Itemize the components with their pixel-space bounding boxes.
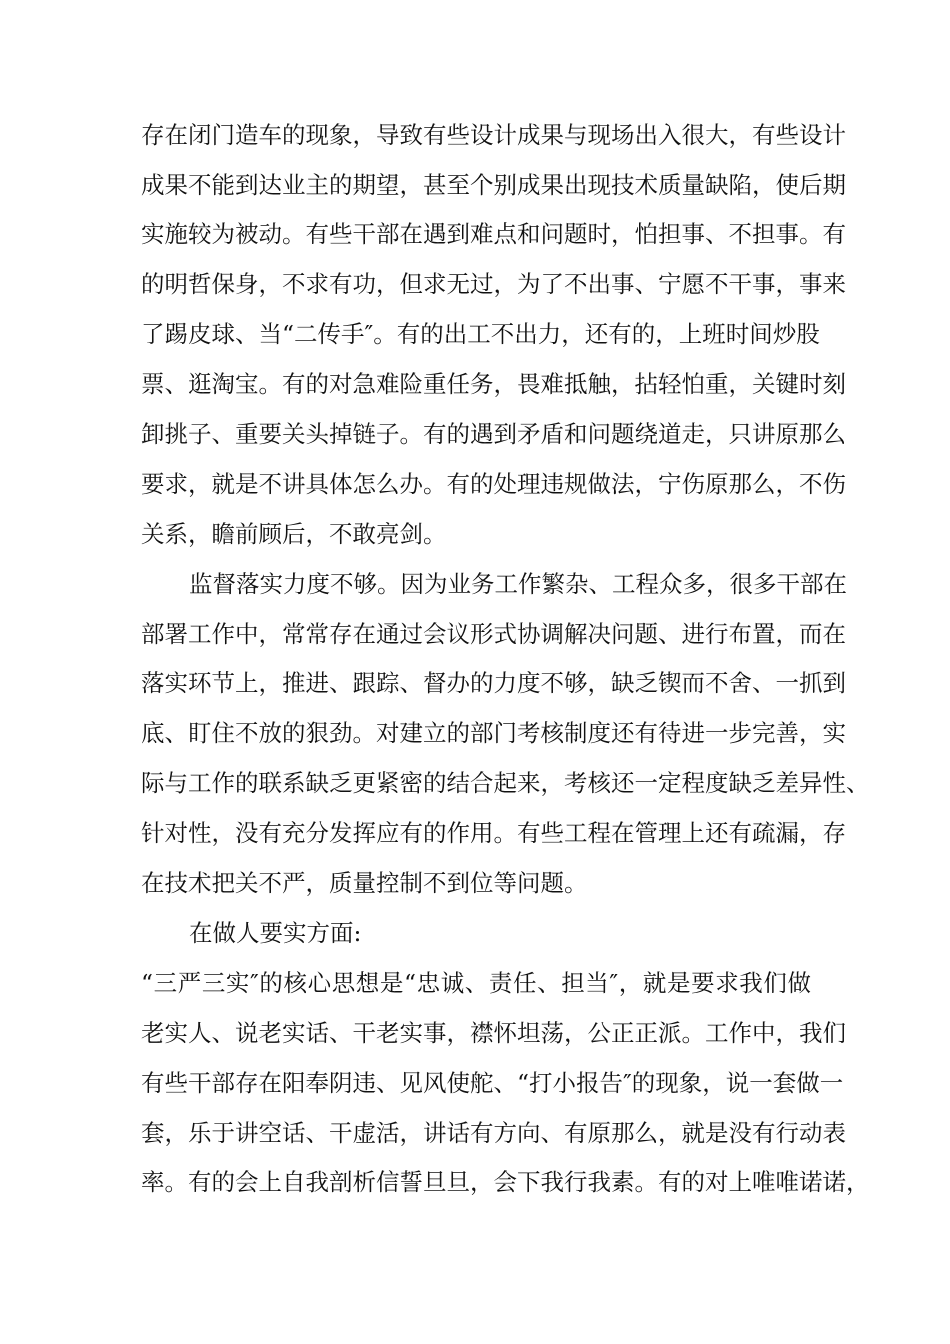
text-line: 有些干部存在阳奉阴违、见风使舵、“打小报告″的现象，说一套做一: [141, 1069, 844, 1097]
text-line: 底、盯住不放的狠劲。对建立的部门考核制度还有待进一步完善，实: [141, 719, 846, 747]
text-line: 部署工作中，常常存在通过会议形式协调解决问题、进行布置，而在: [141, 620, 846, 648]
text-line: 存在闭门造车的现象，导致有些设计成果与现场出入很大，有些设计: [141, 121, 846, 149]
paragraph-last-line: 在技术把关不严，质量控制不到位等问题。: [141, 869, 588, 897]
paragraph-first-line: 监督落实力度不够。因为业务工作繁杂、工程众多，很多干部在: [189, 570, 847, 598]
text-line: 落实环节上，推进、跟踪、督办的力度不够，缺乏锲而不舍、一抓到: [141, 669, 846, 697]
text-line: 了踢皮球、当“二传手″。有的出工不出力，还有的，上班时间炒股: [141, 320, 820, 348]
text-line: 卸挑子、重要关头掉链子。有的遇到矛盾和问题绕道走，只讲原那么: [141, 420, 846, 448]
paragraph-last-line: 关系，瞻前顾后，不敢亮剑。: [141, 520, 447, 548]
text-line: 际与工作的联系缺乏更紧密的结合起来，考核还一定程度缺乏差异性、: [141, 769, 870, 797]
text-line: “三严三实″的核心思想是“忠诚、责任、担当″，就是要求我们做: [141, 969, 811, 997]
text-line: 针对性，没有充分发挥应有的作用。有些工程在管理上还有疏漏，存: [141, 819, 846, 847]
text-line: 要求，就是不讲具体怎么办。有的处理违规做法，宁伤原那么，不伤: [141, 470, 846, 498]
text-line: 成果不能到达业主的期望，甚至个别成果出现技术质量缺陷，使后期: [141, 171, 846, 199]
section-heading: 在做人要实方面:: [189, 919, 362, 947]
text-line: 率。有的会上自我剖析信誓旦旦，会下我行我素。有的对上唯唯诺诺，: [141, 1168, 870, 1196]
text-line: 实施较为被动。有些干部在遇到难点和问题时，怕担事、不担事。有: [141, 220, 846, 248]
text-line: 票、逛淘宝。有的对急难险重任务，畏难抵触，拈轻怕重，关键时刻: [141, 370, 846, 398]
text-line: 老实人、说老实话、干老实事，襟怀坦荡，公正正派。工作中，我们: [141, 1019, 846, 1047]
text-line: 的明哲保身，不求有功，但求无过，为了不出事、宁愿不干事，事来: [141, 270, 846, 298]
text-line: 套，乐于讲空话、干虚活，讲话有方向、有原那么，就是没有行动表: [141, 1119, 846, 1147]
